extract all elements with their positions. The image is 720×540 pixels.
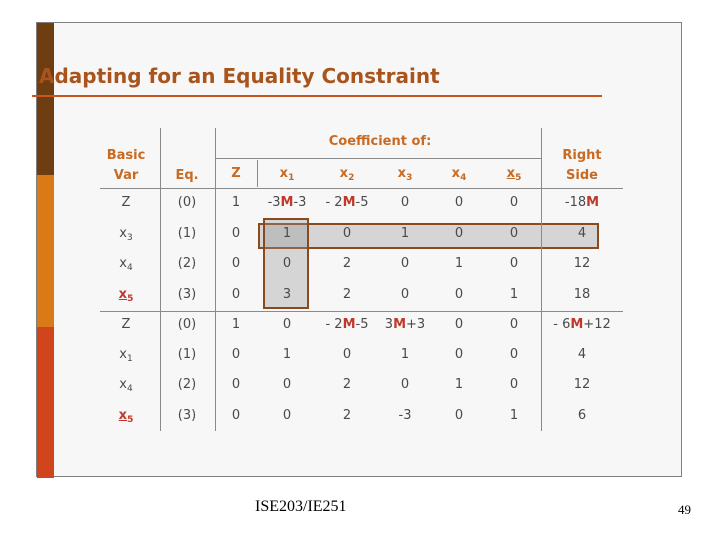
header-x4: $x_4$ [451,166,467,183]
accent-bar-bottom [37,327,54,478]
coef-cell-x2: 0 [342,347,352,362]
coef-cell-x4: 0 [454,317,464,332]
basic-var-cell: $x_5$ [118,408,134,425]
coef-cell-x1: 1 [282,226,292,241]
page-number: 49 [678,502,691,517]
accent-bar-top [37,23,54,175]
header-x1: $x_1$ [279,166,295,183]
coef-cell-x2: 2 [342,287,352,302]
grid-vline-rhs [541,128,542,431]
coef-cell-rhs: 18 [573,287,591,302]
coef-cell-x4: 0 [454,195,464,210]
grid-hline-header [100,188,623,189]
coef-cell-rhs: 12 [573,256,591,271]
coef-cell-x3: 3M+3 [384,317,426,332]
basic-var-cell: $x_4$ [119,377,133,394]
accent-bar-middle [37,175,54,327]
footer-course: ISE203/IE251 [255,498,347,515]
coef-cell-z: 0 [231,408,241,423]
coef-cell-x1: -3M-3 [267,195,307,210]
coef-cell-x2: 2 [342,377,352,392]
coef-cell-x4: 0 [454,347,464,362]
coef-cell-x3: -3 [398,408,412,423]
header-coefficient-of: Coefficient of: [328,134,432,149]
coef-cell-rhs: 4 [577,347,587,362]
coef-cell-x1: 1 [282,347,292,362]
coef-cell-x5: 0 [509,226,519,241]
basic-var-cell: $x_5$ [118,287,134,304]
coef-cell-z: 1 [231,317,241,332]
coef-cell-x3: 0 [400,256,410,271]
eq-cell: (3) [177,408,197,423]
coef-cell-rhs: - 6M+12 [553,317,611,332]
coef-cell-x5: 1 [509,287,519,302]
coef-cell-x5: 1 [509,408,519,423]
basic-var-cell: Z [121,317,131,332]
coef-cell-x4: 0 [454,287,464,302]
header-side: Side [566,168,598,183]
eq-cell: (3) [177,287,197,302]
grid-vline-z [257,160,258,187]
coef-cell-x2: 0 [342,226,352,241]
coef-cell-x3: 1 [400,347,410,362]
header-eq: Eq. [175,168,199,183]
coef-cell-x1: 0 [282,377,292,392]
coef-cell-rhs: -18M [564,195,600,210]
coef-cell-x4: 0 [454,226,464,241]
coef-cell-x1: 0 [282,408,292,423]
header-var: Var [113,168,139,183]
coef-cell-x1: 3 [282,287,292,302]
coef-cell-x2: 2 [342,256,352,271]
coef-cell-z: 0 [231,256,241,271]
title-underline [32,95,602,97]
coef-cell-x2: - 2M-5 [325,317,369,332]
header-right: Right [562,148,602,163]
coef-cell-x1: 0 [282,256,292,271]
basic-var-cell: $x_3$ [119,226,133,243]
eq-cell: (0) [177,195,197,210]
eq-cell: (1) [177,226,197,241]
coef-cell-x5: 0 [509,256,519,271]
eq-cell: (2) [177,256,197,271]
basic-var-cell: Z [121,195,131,210]
coef-cell-x3: 0 [400,195,410,210]
coef-cell-x3: 0 [400,377,410,392]
coef-cell-x1: 0 [282,317,292,332]
coef-cell-x3: 1 [400,226,410,241]
coef-cell-x4: 0 [454,408,464,423]
coef-cell-x2: 2 [342,408,352,423]
coef-cell-x4: 1 [454,377,464,392]
coef-cell-z: 0 [231,377,241,392]
eq-cell: (0) [177,317,197,332]
coef-cell-x5: 0 [509,377,519,392]
coef-cell-rhs: 4 [577,226,587,241]
coef-cell-x2: - 2M-5 [325,195,369,210]
header-basic: Basic [106,148,146,163]
coef-cell-z: 0 [231,347,241,362]
slide-title: Adapting for an Equality Constraint [39,64,440,88]
eq-cell: (1) [177,347,197,362]
coef-cell-x4: 1 [454,256,464,271]
grid-vline-eq [215,128,216,431]
header-z: Z [231,166,241,181]
header-x5: $x_5$ [506,166,522,183]
coef-cell-x5: 0 [509,347,519,362]
header-x3: $x_3$ [397,166,413,183]
coef-cell-x5: 0 [509,195,519,210]
basic-var-cell: $x_1$ [119,347,133,364]
coef-cell-rhs: 6 [577,408,587,423]
grid-hline-iteration [100,311,623,312]
grid-hline-coef [215,158,541,159]
basic-var-cell: $x_4$ [119,256,133,273]
grid-vline-basic [160,128,161,431]
coef-cell-x5: 0 [509,317,519,332]
coef-cell-z: 0 [231,287,241,302]
eq-cell: (2) [177,377,197,392]
coef-cell-z: 0 [231,226,241,241]
coef-cell-x3: 0 [400,287,410,302]
coef-cell-z: 1 [231,195,241,210]
header-x2: $x_2$ [339,166,355,183]
coef-cell-rhs: 12 [573,377,591,392]
